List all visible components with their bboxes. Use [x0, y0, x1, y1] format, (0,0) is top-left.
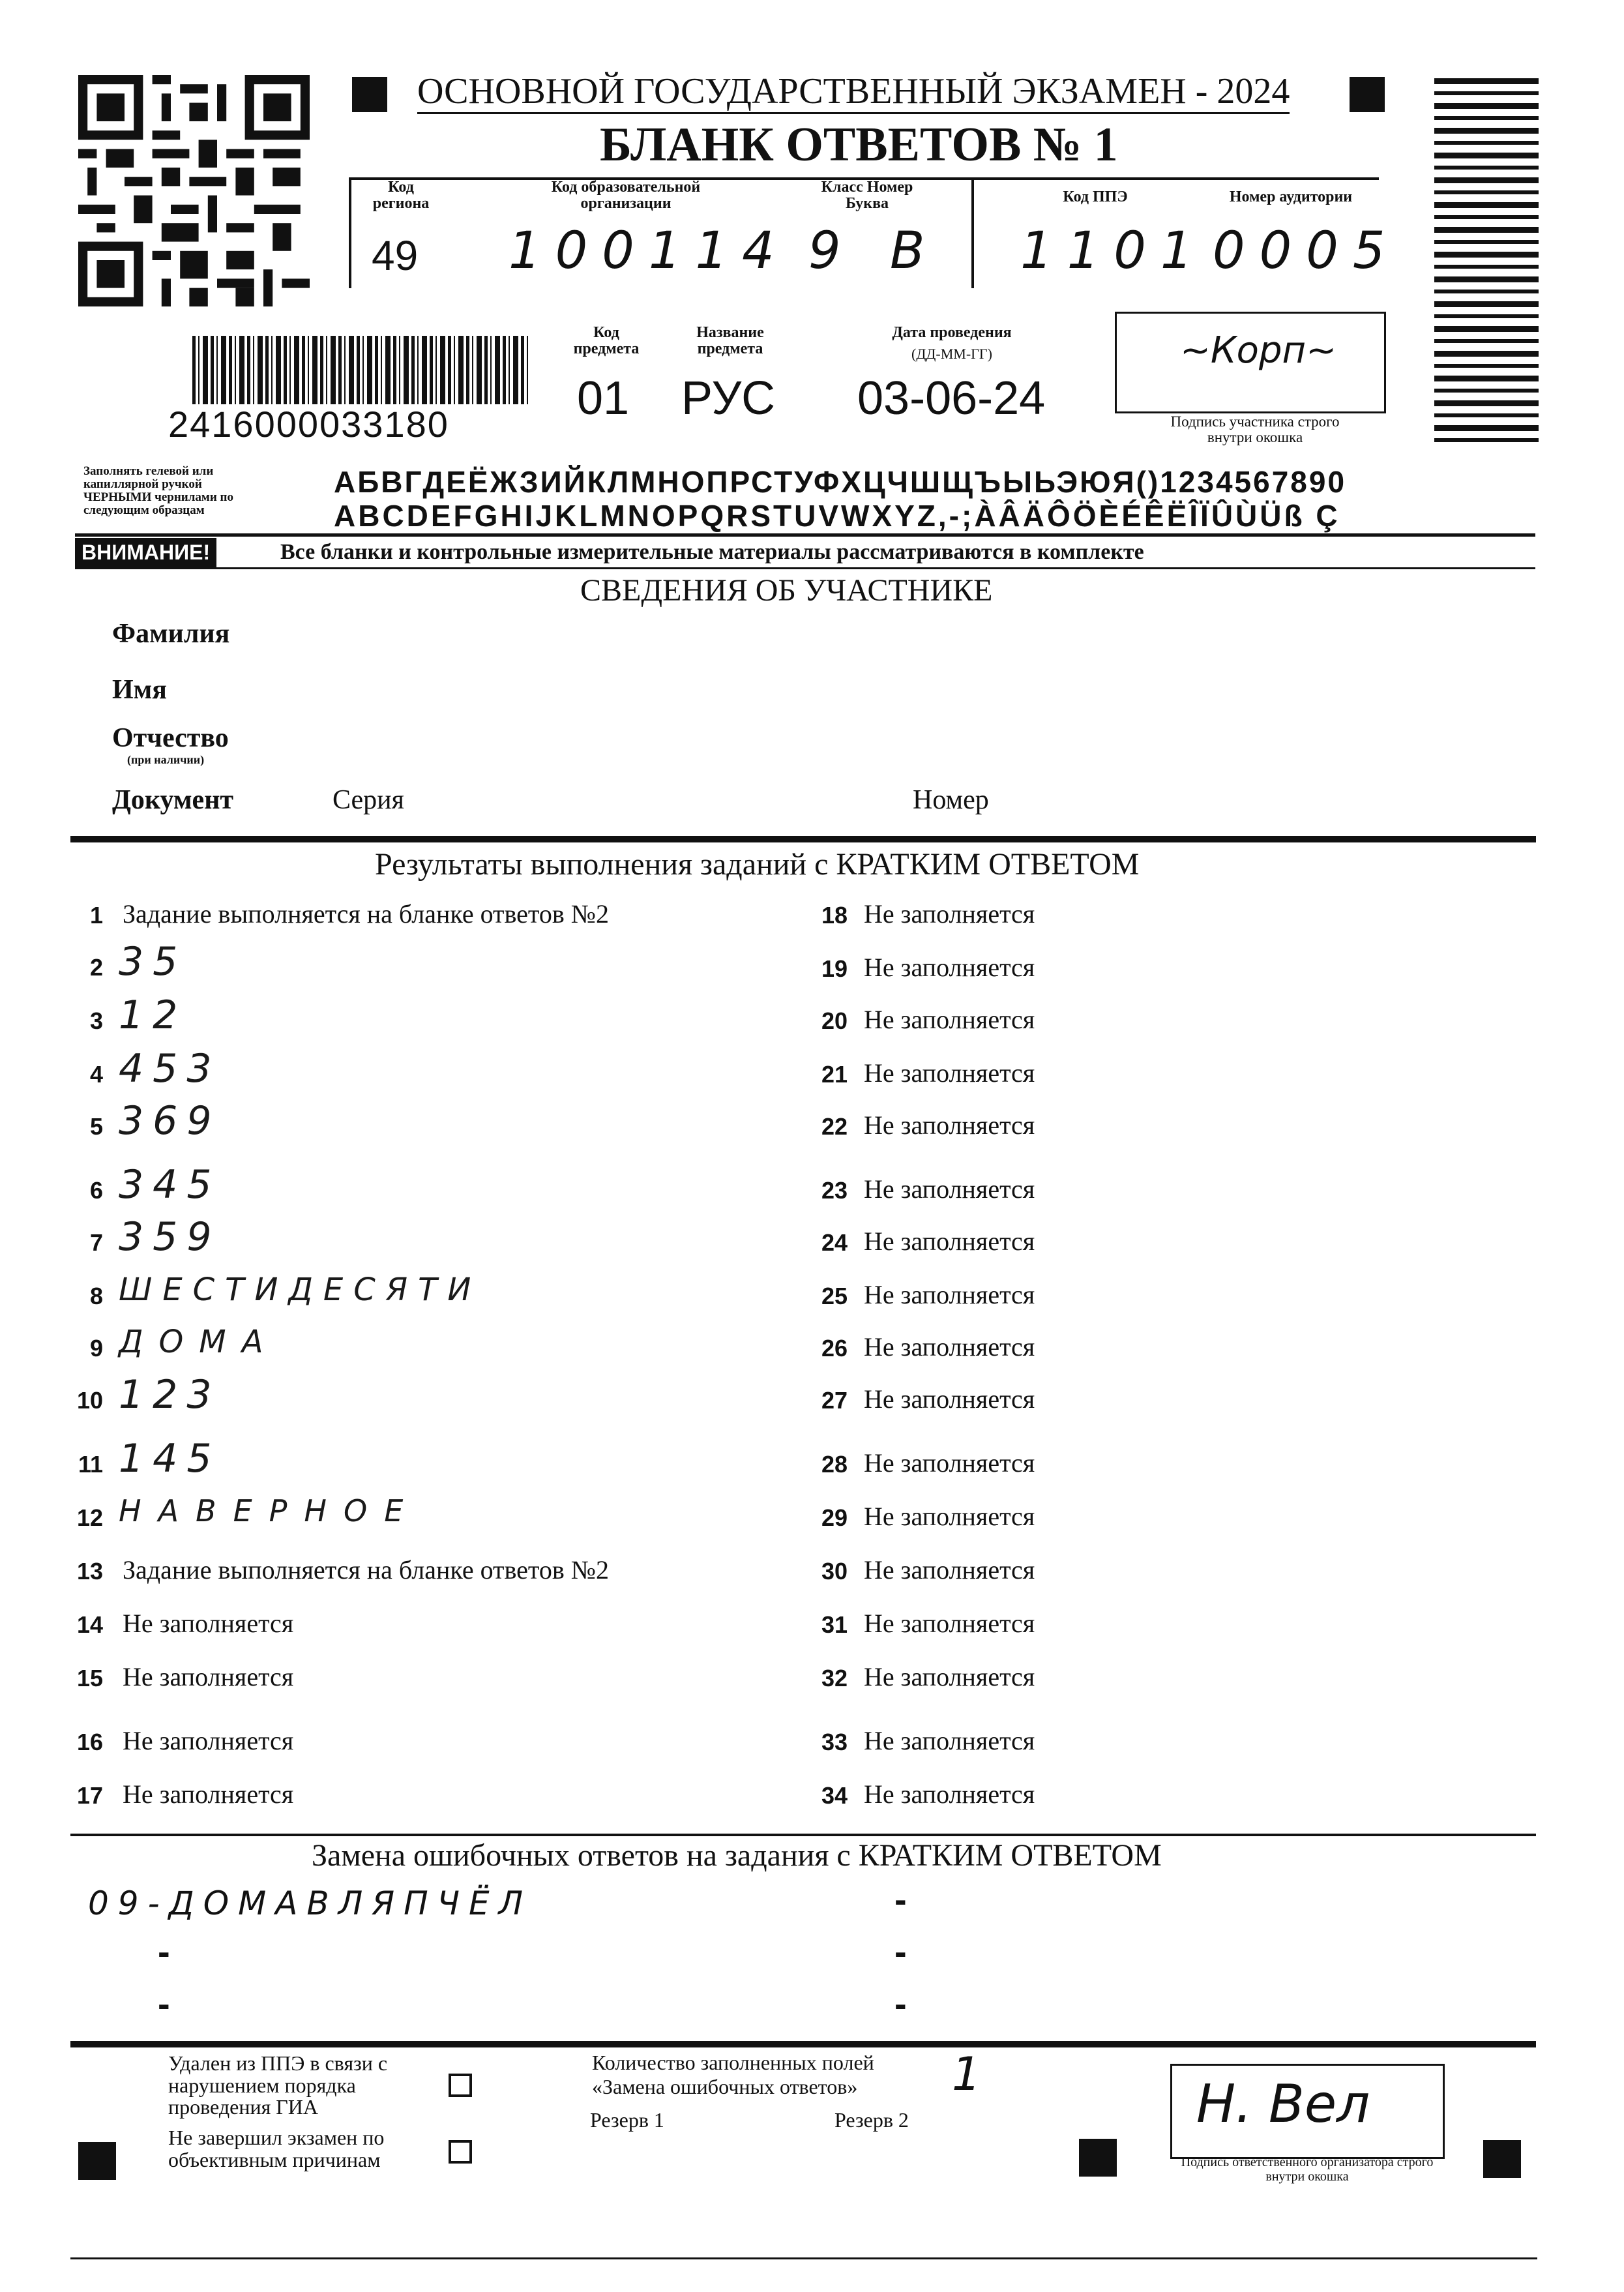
org-value: 100114 [509, 222, 789, 280]
task-answer: Не заполняется [123, 1779, 294, 1809]
task-answer-handwritten: 145 [119, 1436, 221, 1481]
task-answer: Не заполняется [864, 1110, 1035, 1140]
task-number: 29 [821, 1504, 848, 1531]
task-number: 8 [89, 1283, 103, 1309]
task-answer-handwritten: 123 [119, 1372, 221, 1418]
task-answer: Не заполняется [864, 1448, 1035, 1478]
marker-square [78, 2142, 116, 2180]
task-answer: Не заполняется [864, 899, 1035, 929]
task-number: 15 [76, 1665, 103, 1691]
task-answer: Не заполняется [864, 1726, 1035, 1755]
replacement-count-value: 1 [952, 2047, 981, 2101]
task-answer: Не заполняется [864, 1280, 1035, 1309]
replacement-dash: - [894, 1879, 907, 1920]
subject-name-label: Название предмета [696, 324, 764, 358]
task-answer-handwritten: ДОМА [119, 1324, 279, 1360]
replacement-dash: - [894, 1983, 907, 2024]
removed-checkbox[interactable] [449, 2074, 472, 2097]
replacement-count-label: Количество заполненных полей «Замена ошибочных ответов» [592, 2051, 874, 2098]
ppe-value: 1101 [1020, 222, 1207, 280]
task-answer: Не заполняется [864, 1058, 1035, 1088]
region-value: 49 [372, 232, 419, 279]
removed-label: Удален из ППЭ в связи с нарушением порядка проведения ГИА [168, 2051, 388, 2119]
subject-name-value: РУС [681, 372, 776, 424]
replacement-title: Замена ошибочных ответов на задания с КРАТКИМ ОТВЕТОМ [312, 1838, 1162, 1873]
task-number: 26 [821, 1335, 848, 1362]
task-answer-handwritten: 453 [119, 1046, 221, 1092]
room-value: 0005 [1213, 222, 1400, 280]
task-number: 13 [76, 1558, 103, 1585]
task-answer-handwritten: 12 [119, 992, 187, 1038]
task-number: 20 [821, 1007, 848, 1034]
reserve-1: Резерв 1 [590, 2108, 664, 2132]
task-answer: Не заполняется [864, 1662, 1035, 1691]
task-number: 28 [821, 1451, 848, 1478]
organizer-signature: Н. Вел [1196, 2074, 1370, 2134]
task-number: 32 [821, 1665, 848, 1691]
region-label: Код региона [372, 179, 430, 213]
marker-square [1483, 2140, 1521, 2178]
task-number: 31 [821, 1611, 848, 1638]
qr-code [78, 75, 310, 306]
task-answer-handwritten: НАВЕРНОЕ [119, 1493, 421, 1528]
replacement-dash: - [158, 1983, 170, 2024]
task-answer: Не заполняется [123, 1726, 294, 1755]
task-number: 23 [821, 1177, 848, 1204]
signature-caption: Подпись участника строго внутри окошка [1170, 413, 1340, 446]
task-number: 9 [89, 1335, 103, 1362]
marker-square [1350, 77, 1385, 112]
attention-badge: ВНИМАНИЕ! [75, 538, 216, 567]
task-answer: Не заполняется [864, 1502, 1035, 1531]
task-number: 4 [89, 1061, 103, 1088]
replacement-entry-1: 09-ДОМАВЛЯПЧЁЛ [88, 1884, 533, 1922]
task-answer: Не заполняется [864, 1174, 1035, 1204]
date-value: 03-06-24 [857, 372, 1046, 424]
task-number: 18 [821, 902, 848, 929]
task-answer: Не заполняется [864, 1227, 1035, 1256]
task-number: 25 [821, 1283, 848, 1309]
task-answer: Не заполняется [864, 1332, 1035, 1362]
task-number: 5 [89, 1113, 103, 1140]
task-number: 10 [76, 1387, 103, 1414]
side-barcode [1434, 78, 1539, 450]
participant-section-title: СВЕДЕНИЯ ОБ УЧАСТНИКЕ [580, 573, 993, 608]
marker-square [352, 77, 387, 112]
task-number: 22 [821, 1113, 848, 1140]
organizer-sign-caption: Подпись ответственного организатора строго внутри окошка [1181, 2155, 1434, 2184]
not-finished-checkbox[interactable] [449, 2140, 472, 2164]
class-label: Класс Номер Буква [821, 179, 913, 213]
task-number: 6 [89, 1177, 103, 1204]
task-number: 3 [89, 1007, 103, 1034]
sample-instruction: Заполнять гелевой или капиллярной ручкой ЧЕРНЫМИ чернилами по следующим образцам [83, 464, 233, 517]
subject-code-label: Код предмета [573, 324, 640, 358]
task-answer-handwritten: 345 [119, 1162, 221, 1208]
patronymic-note: (при наличии) [127, 753, 205, 766]
task-answer: Не заполняется [864, 1005, 1035, 1034]
task-number: 16 [76, 1729, 103, 1755]
task-number: 21 [821, 1061, 848, 1088]
ppe-label: Код ППЭ [1063, 188, 1128, 205]
task-answer: Не заполняется [123, 1609, 294, 1638]
task-answer: Задание выполняется на бланке ответов №2 [123, 1555, 609, 1585]
task-number: 33 [821, 1729, 848, 1755]
task-number: 17 [76, 1782, 103, 1809]
task-answer: Не заполняется [123, 1662, 294, 1691]
form-title: БЛАНК ОТВЕТОВ № 1 [600, 118, 1118, 171]
exam-title: ОСНОВНОЙ ГОСУДАРСТВЕННЫЙ ЭКЗАМЕН - 2024 [417, 72, 1290, 114]
replacement-dash: - [158, 1931, 170, 1972]
task-number: 12 [76, 1504, 103, 1531]
sample-row-cyrillic: АБВГДЕЁЖЗИЙКЛМНОПРСТУФХЦЧШЩЪЫЬЭЮЯ()1234567890 [334, 465, 1347, 499]
date-label: Дата проведения [892, 324, 1012, 341]
class-number: 9 [808, 222, 841, 280]
task-number: 19 [821, 955, 848, 982]
task-number: 1 [89, 902, 103, 929]
marker-square [1079, 2139, 1117, 2177]
task-answer: Не заполняется [864, 953, 1035, 982]
replacement-dash: - [894, 1931, 907, 1972]
task-number: 14 [76, 1611, 103, 1638]
results-title: Результаты выполнения заданий с КРАТКИМ ОТВЕТОМ [375, 847, 1140, 882]
task-answer: Не заполняется [864, 1779, 1035, 1809]
task-answer: Не заполняется [864, 1609, 1035, 1638]
task-answer-handwritten: 35 [119, 939, 187, 985]
participant-signature: ~Корп~ [1180, 329, 1337, 372]
surname-label: Фамилия [112, 619, 230, 649]
room-label: Номер аудитории [1229, 188, 1353, 205]
sample-row-latin: ABCDEFGHIJKLMNOPQRSTUVWXYZ,-;ÀÂÄÔÖÈÉÊËÎÏÛÙÜß Ç [334, 499, 1340, 533]
task-number: 34 [821, 1782, 848, 1809]
task-number: 27 [821, 1387, 848, 1414]
attention-text: Все бланки и контрольные измерительные материалы рассматриваются в комплекте [280, 540, 1144, 564]
reserve-2: Резерв 2 [834, 2108, 909, 2132]
task-number: 30 [821, 1558, 848, 1585]
task-number: 2 [89, 954, 103, 981]
barcode-number: 2416000033180 [168, 404, 449, 445]
task-answer-handwritten: 369 [119, 1098, 221, 1144]
task-answer-handwritten: ШЕСТИДЕСЯТИ [119, 1272, 482, 1308]
date-format: (ДД-ММ-ГГ) [911, 346, 992, 362]
subject-code-value: 01 [577, 372, 630, 424]
series-label: Серия [332, 785, 404, 815]
task-answer: Задание выполняется на бланке ответов №2 [123, 899, 609, 929]
barcode [192, 336, 531, 404]
patronymic-label: Отчество [112, 723, 229, 753]
task-answer: Не заполняется [864, 1384, 1035, 1414]
task-number: 7 [89, 1229, 103, 1256]
org-label: Код образовательной организации [551, 179, 701, 213]
name-label: Имя [112, 675, 167, 705]
task-number: 11 [78, 1451, 103, 1478]
document-label: Документ [112, 785, 234, 815]
class-letter: В [890, 222, 925, 280]
number-label: Номер [913, 785, 989, 815]
task-answer-handwritten: 359 [119, 1214, 221, 1260]
not-finished-label: Не завершил экзамен по объективным причинам [168, 2126, 385, 2171]
task-answer: Не заполняется [864, 1555, 1035, 1585]
task-number: 24 [821, 1229, 848, 1256]
